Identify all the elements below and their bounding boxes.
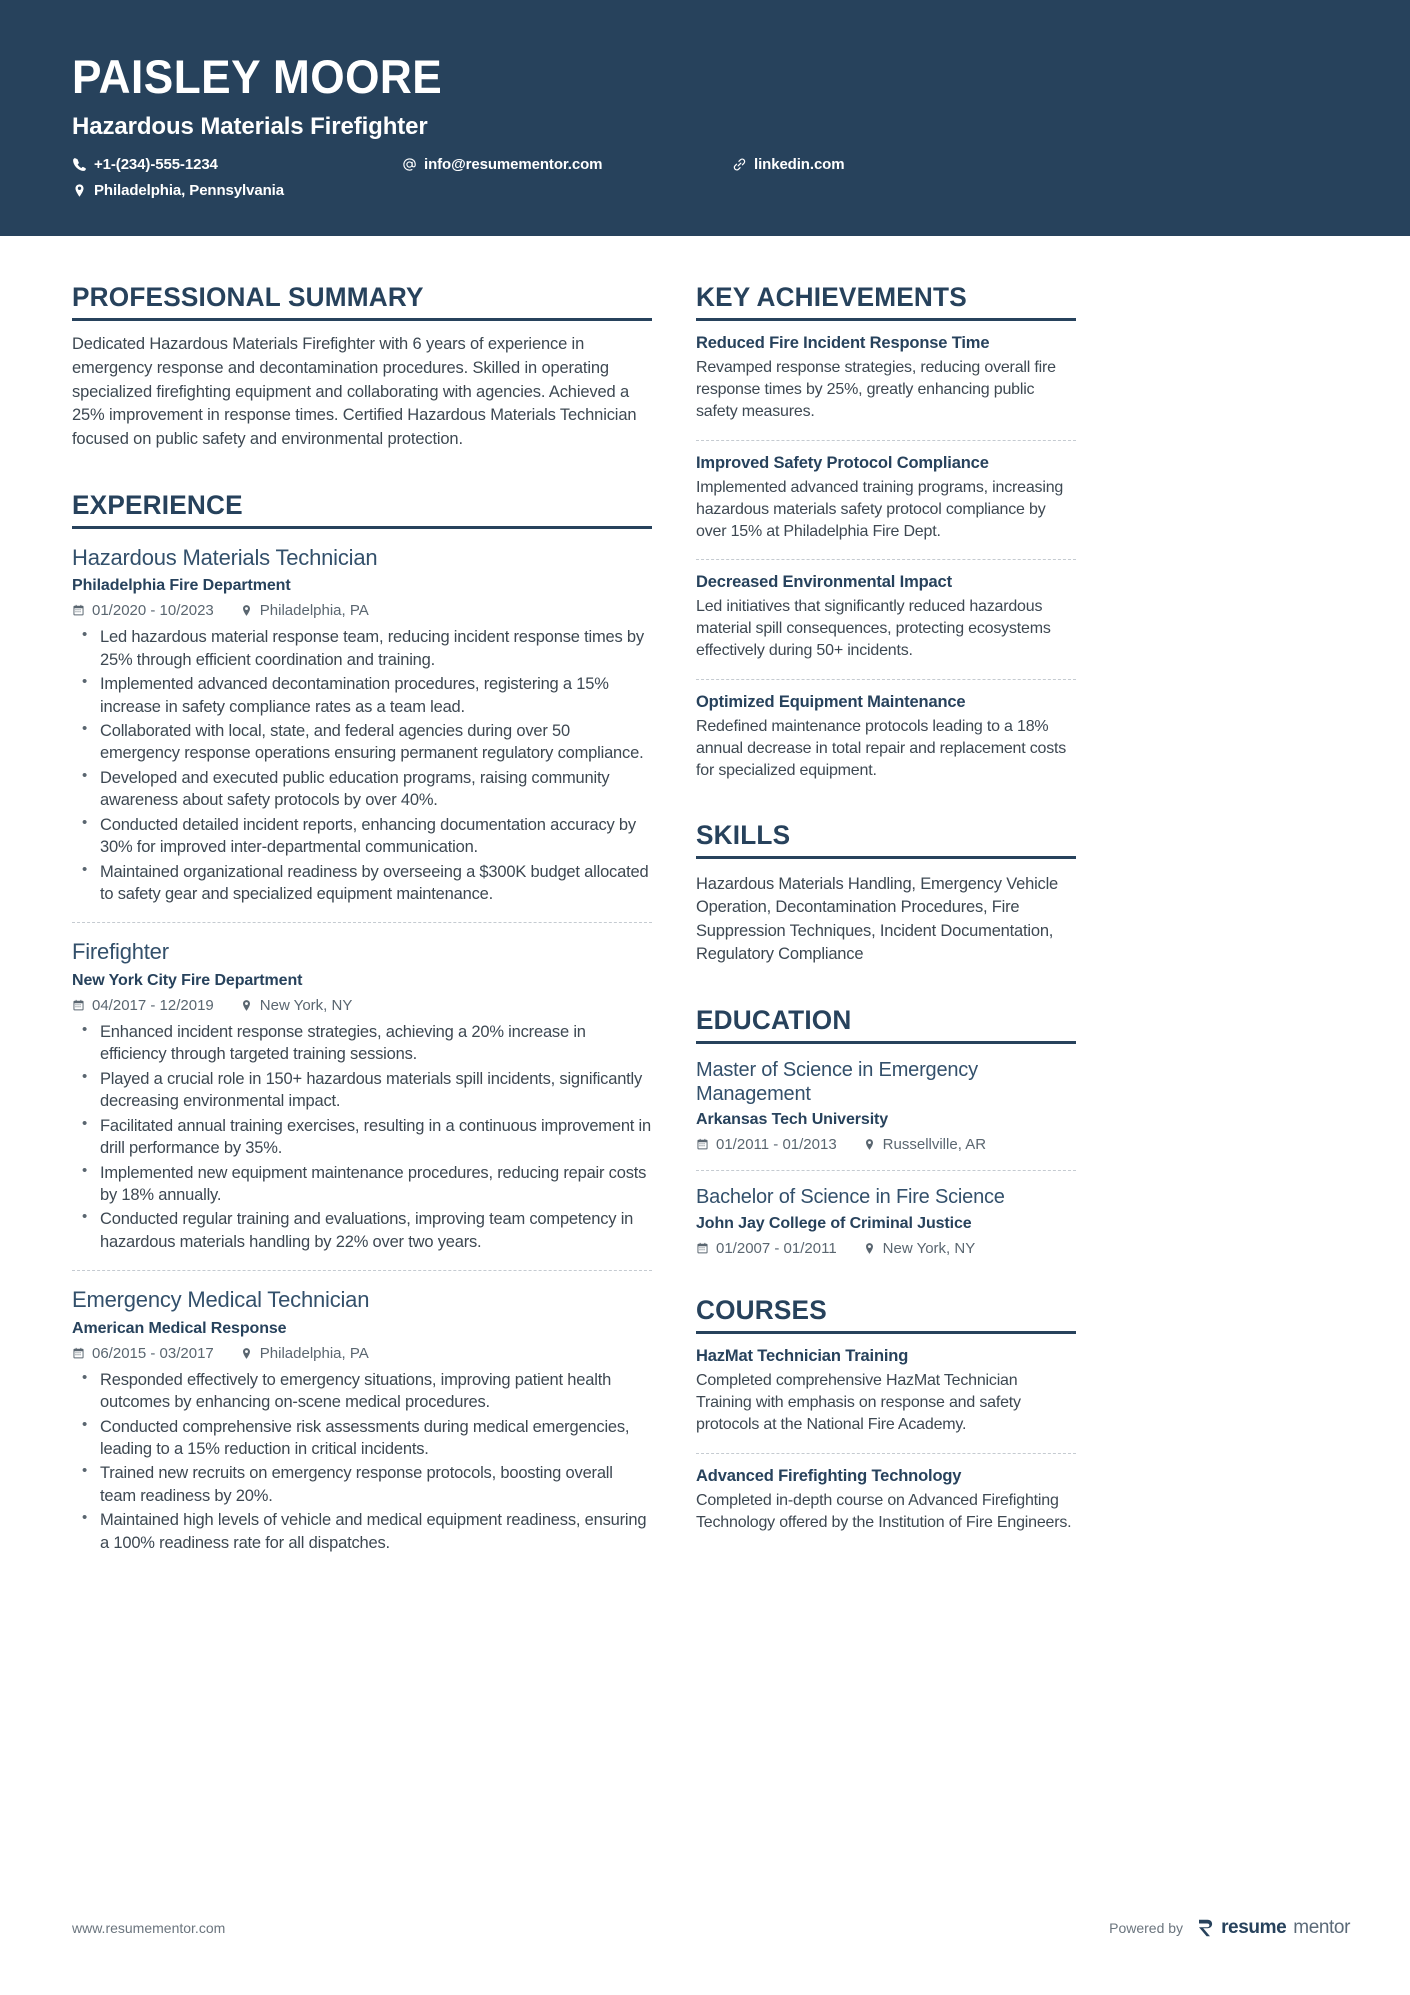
powered-by-label: Powered by <box>1109 1920 1184 1936</box>
course-title: HazMat Technician Training <box>696 1346 909 1365</box>
experience-dates <box>72 997 214 1014</box>
resume-footer <box>0 1917 1410 1939</box>
course-item <box>696 1347 1076 1436</box>
achievement-text: Led initiatives that significantly reduced hazardous material spill consequences, protecting ecosystems effectively during 50+ incidents. <box>696 598 1051 660</box>
experience-dates <box>72 602 214 619</box>
education-dates-text: 01/2011 - 01/2013 <box>716 1136 837 1154</box>
achievement-title: Reduced Fire Incident Response Time <box>696 334 990 353</box>
experience-dates-text: 06/2015 - 03/2017 <box>92 1344 214 1362</box>
section-heading-courses: COURSES <box>696 1294 827 1325</box>
section-rule <box>696 856 1076 859</box>
footer-url[interactable]: www.resumementor.com <box>72 1920 226 1936</box>
section-rule <box>72 526 652 529</box>
course-text: Completed in-depth course on Advanced Firefighting Technology offered by the Institution of Fire Engineers. <box>696 1491 1072 1531</box>
contact-website[interactable] <box>732 156 845 173</box>
education-location <box>863 1136 986 1153</box>
contact-email[interactable] <box>402 156 732 173</box>
section-rule <box>696 318 1076 321</box>
map-pin-icon <box>863 1138 876 1151</box>
education-meta <box>696 1240 1076 1257</box>
achievement-text: Implemented advanced training programs, increasing hazardous materials safety protocol compliance by over 15% at Philadelphia Fire Dept. <box>696 478 1064 540</box>
bullet-item: • Collaborated with local, state, and federal agencies during over 50 emergency response operations ensuring permanent regulatory compliance. <box>72 720 652 765</box>
section-heading-achievements: KEY ACHIEVEMENTS <box>696 282 967 312</box>
brand-mark-icon <box>1197 1918 1214 1938</box>
calendar-icon <box>696 1138 709 1151</box>
skills-text: Hazardous Materials Handling, Emergency Vehicle Operation, Decontamination Procedures, Fire Suppression Techniques, Incident Documentation, Regulatory Compliance <box>696 874 1059 964</box>
section-skills <box>696 820 1076 967</box>
bullet-item: • Maintained high levels of vehicle and medical equipment readiness, ensuring a 100% readiness rate for all dispatches. <box>72 1509 652 1554</box>
map-pin-icon <box>863 1242 876 1255</box>
achievement-divider <box>696 559 1076 560</box>
experience-dates-text: 04/2017 - 12/2019 <box>92 996 214 1014</box>
experience-bullets <box>72 1369 652 1555</box>
resume-header <box>0 0 1410 236</box>
bullet-item: • Implemented new equipment maintenance procedures, reducing repair costs by 18% annually. <box>72 1162 652 1207</box>
bullet-item: • Trained new recruits on emergency response protocols, boosting overall team readiness by 20%. <box>72 1462 652 1507</box>
experience-entry <box>72 1287 652 1554</box>
achievement-item <box>696 573 1076 662</box>
education-location-text: New York, NY <box>882 1239 976 1257</box>
experience-location-text: Philadelphia, PA <box>259 602 369 620</box>
experience-dates <box>72 1345 214 1362</box>
education-divider <box>696 1170 1076 1171</box>
education-location-text: Russellville, AR <box>882 1136 987 1154</box>
bullet-item: • Developed and executed public education programs, raising community awareness about safety protocols by over 40%. <box>72 767 652 812</box>
calendar-icon <box>72 999 85 1012</box>
bullet-item: • Enhanced incident response strategies, achieving a 20% increase in efficiency through targeted training sessions. <box>72 1021 652 1066</box>
experience-org: American Medical Response <box>72 1319 287 1337</box>
brand-name-light: mentor <box>1293 1917 1350 1938</box>
experience-title: Hazardous Materials Technician <box>72 544 378 570</box>
achievement-title: Decreased Environmental Impact <box>696 573 952 592</box>
contact-email-text: info@resumementor.com <box>424 156 603 174</box>
contact-website-text: linkedin.com <box>754 156 845 174</box>
entry-divider <box>72 922 652 923</box>
bullet-item: • Led hazardous material response team, reducing incident response times by 25% through efficient coordination and training. <box>72 626 652 671</box>
section-heading-education: EDUCATION <box>696 1004 852 1035</box>
achievement-text: Revamped response strategies, reducing overall fire response times by 25%, greatly enhancing public safety measures. <box>696 359 1056 420</box>
experience-location-text: Philadelphia, PA <box>259 1344 369 1362</box>
bullet-item: • Maintained organizational readiness by overseeing a $300K budget allocated to safety gear and specialized equipment maintenance. <box>72 861 652 906</box>
education-school: John Jay College of Criminal Justice <box>696 1214 972 1232</box>
map-pin-icon <box>72 183 87 198</box>
phone-icon <box>72 157 87 172</box>
header-job-title: Hazardous Materials Firefighter <box>72 113 428 141</box>
contact-phone[interactable] <box>72 156 402 173</box>
experience-location <box>240 602 369 619</box>
section-experience <box>72 490 652 1554</box>
education-degree: Bachelor of Science in Fire Science <box>696 1186 1005 1209</box>
achievement-divider <box>696 679 1076 680</box>
contact-location-text: Philadelphia, Pennsylvania <box>94 182 284 200</box>
contact-row-primary <box>72 156 1410 173</box>
powered-by-block <box>1109 1917 1350 1939</box>
experience-entry <box>72 939 652 1253</box>
section-education <box>696 1005 1076 1257</box>
section-heading-skills: SKILLS <box>696 819 791 850</box>
map-pin-icon <box>240 604 253 617</box>
experience-title: Emergency Medical Technician <box>72 1287 370 1313</box>
achievement-text: Redefined maintenance protocols leading to a 18% annual decrease in total repair and replacement costs for specialized equipment. <box>696 718 1067 780</box>
left-column <box>72 236 652 1554</box>
section-courses <box>696 1295 1076 1534</box>
experience-bullets <box>72 1021 652 1253</box>
calendar-icon <box>696 1242 709 1255</box>
achievement-divider <box>696 440 1076 441</box>
education-school: Arkansas Tech University <box>696 1111 889 1129</box>
education-dates-text: 01/2007 - 01/2011 <box>716 1239 837 1257</box>
bullet-item: • Responded effectively to emergency situations, improving patient health outcomes by enhancing on-scene medical procedures. <box>72 1369 652 1414</box>
course-divider <box>696 1453 1076 1454</box>
course-title: Advanced Firefighting Technology <box>696 1466 962 1485</box>
calendar-icon <box>72 604 85 617</box>
bullet-item: • Implemented advanced decontamination procedures, registering a 15% increase in safety compliance rates as a team lead. <box>72 673 652 718</box>
education-dates <box>696 1240 837 1257</box>
section-key-achievements <box>696 282 1076 782</box>
education-degree: Master of Science in Emergency Management <box>696 1058 978 1106</box>
resumementor-logo <box>1197 1917 1350 1939</box>
experience-bullets <box>72 626 652 905</box>
at-sign-icon <box>402 157 417 172</box>
bullet-item: • Played a crucial role in 150+ hazardous materials spill incidents, significantly decreasing environmental impact. <box>72 1068 652 1113</box>
experience-entry <box>72 545 652 906</box>
education-location <box>863 1240 976 1257</box>
experience-location-text: New York, NY <box>259 996 353 1014</box>
contact-location <box>72 182 284 199</box>
section-rule <box>72 318 652 321</box>
experience-title: Firefighter <box>72 939 169 965</box>
achievement-item <box>696 454 1076 543</box>
achievement-title: Optimized Equipment Maintenance <box>696 693 966 712</box>
section-professional-summary <box>72 282 652 452</box>
bullet-item: • Facilitated annual training exercises, resulting in a continuous improvement in drill performance by 35%. <box>72 1115 652 1160</box>
page-title: PAISLEY MOORE <box>72 50 443 103</box>
section-heading-summary: PROFESSIONAL SUMMARY <box>72 282 424 312</box>
course-text: Completed comprehensive HazMat Technician Training with emphasis on response and safety protocols at the National Fire Academy. <box>696 1371 1021 1433</box>
bullet-item: • Conducted regular training and evaluations, improving team competency in hazardous materials handling by 22% over two years. <box>72 1208 652 1253</box>
entry-divider <box>72 1270 652 1271</box>
experience-location <box>240 997 353 1014</box>
education-entry <box>696 1185 1076 1256</box>
map-pin-icon <box>240 1347 253 1360</box>
experience-org: New York City Fire Department <box>72 971 303 989</box>
section-rule <box>696 1041 1076 1044</box>
achievement-item <box>696 693 1076 782</box>
achievement-title: Improved Safety Protocol Compliance <box>696 453 989 472</box>
summary-text: Dedicated Hazardous Materials Firefighter with 6 years of experience in emergency response and decontamination procedures. Skilled in operating specialized firefighting equipment and collaborating with agencies. Achieved a 25% improvement in response times. Certified Hazardous Materials Technician focused on public safety and environmental protection. <box>72 335 637 449</box>
link-icon <box>732 157 747 172</box>
map-pin-icon <box>240 999 253 1012</box>
course-item <box>696 1467 1076 1534</box>
contact-row-secondary <box>72 182 1410 199</box>
section-rule <box>696 1331 1076 1334</box>
resume-body <box>0 236 1410 1554</box>
experience-meta <box>72 1345 652 1362</box>
experience-location <box>240 1345 369 1362</box>
section-heading-experience: EXPERIENCE <box>72 489 243 520</box>
education-meta <box>696 1136 1076 1153</box>
education-entry <box>696 1058 1076 1154</box>
brand-name-bold: resume <box>1221 1917 1287 1938</box>
right-column <box>696 236 1076 1554</box>
achievement-item <box>696 334 1076 423</box>
experience-meta <box>72 602 652 619</box>
experience-dates-text: 01/2020 - 10/2023 <box>92 602 214 620</box>
bullet-item: • Conducted comprehensive risk assessments during medical emergencies, leading to a 15% reduction in critical incidents. <box>72 1416 652 1461</box>
experience-meta <box>72 997 652 1014</box>
education-dates <box>696 1136 837 1153</box>
bullet-item: • Conducted detailed incident reports, enhancing documentation accuracy by 30% for improved inter-departmental communication. <box>72 814 652 859</box>
calendar-icon <box>72 1347 85 1360</box>
experience-org: Philadelphia Fire Department <box>72 577 291 595</box>
contact-phone-text: +1-(234)-555-1234 <box>94 156 218 174</box>
